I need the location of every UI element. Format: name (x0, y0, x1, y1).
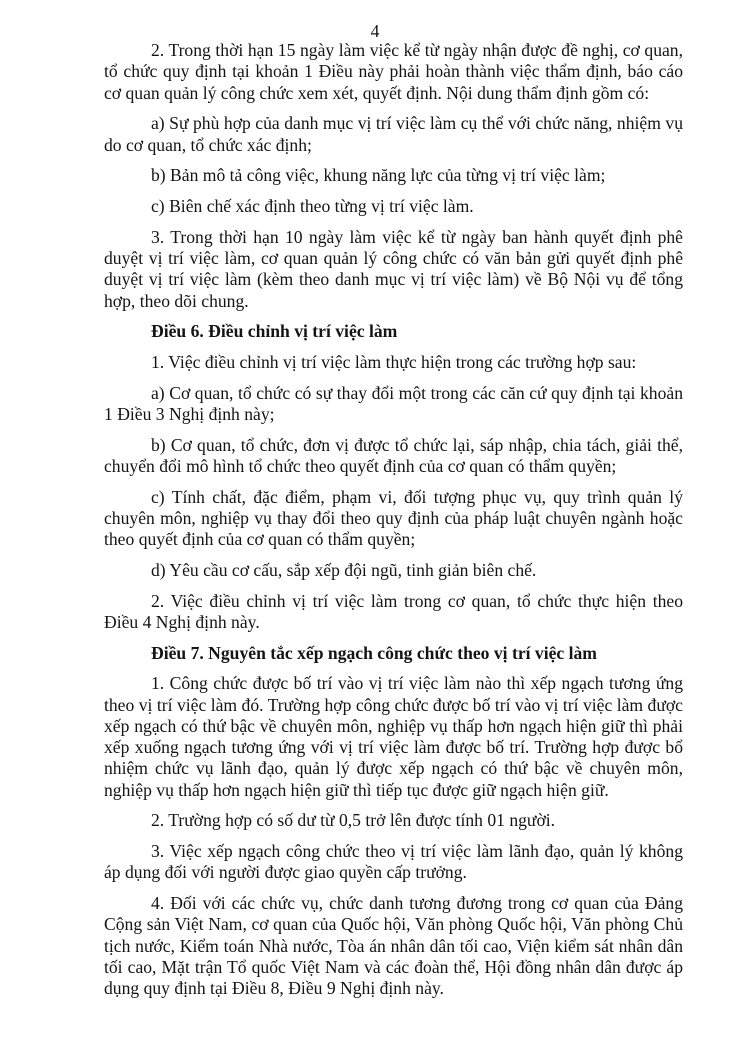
page-number: 4 (370, 21, 380, 41)
paragraph-clause-3: 3. Trong thời hạn 10 ngày làm việc kể từ ngày ban hành quyết định phê duyệt vị trí việc làm, cơ quan quản lý công chức có văn bản gửi quyết định phê duyệt vị trí việc làm (kèm theo danh mục vị trí việc làm) về Bộ Nội vụ để tổng hợp, theo dõi chung. (104, 226, 683, 311)
article-7-clause-1: 1. Công chức được bố trí vào vị trí việc làm nào thì xếp ngạch tương ứng theo vị trí việc làm đó. Trường hợp công chức được bố trí vào vị trí việc làm được xếp ngạch có thứ bậc về chuyên môn, nghiệp vụ thấp hơn ngạch hiện giữ thì phải xếp xuống ngạch tương ứng với vị trí việc làm được bố trí. Trường hợp được bổ nhiệm chức vụ lãnh đạo, quản lý được xếp ngạch có thứ bậc về chuyên môn, nghiệp vụ thấp hơn ngạch hiện giữ thì tiếp tục được giữ ngạch hiện giữ. (104, 673, 683, 800)
article-6-clause-2: 2. Việc điều chỉnh vị trí việc làm trong cơ quan, tổ chức thực hiện theo Điều 4 Nghị định này. (104, 590, 683, 632)
article-7-clause-3: 3. Việc xếp ngạch công chức theo vị trí việc làm lãnh đạo, quản lý không áp dụng đối với người được giao quyền cấp trưởng. (104, 841, 683, 883)
paragraph-clause-2: 2. Trong thời hạn 15 ngày làm việc kể từ ngày nhận được đề nghị, cơ quan, tổ chức quy định tại khoản 1 Điều này phải hoàn thành việc thẩm định, báo cáo cơ quan quản lý công chức xem xét, quyết định. Nội dung thẩm định gồm có: (104, 40, 683, 103)
article-7-clause-2: 2. Trường hợp có số dư từ 0,5 trở lên được tính 01 người. (151, 810, 556, 831)
paragraph-item-b: b) Bản mô tả công việc, khung năng lực của từng vị trí việc làm; (151, 165, 606, 186)
paragraph-item-c: c) Biên chế xác định theo từng vị trí việc làm. (151, 195, 474, 216)
document-body (104, 40, 683, 1009)
article-6-item-d: d) Yêu cầu cơ cấu, sắp xếp đội ngũ, tinh giản biên chế. (151, 559, 537, 580)
article-6-item-b: b) Cơ quan, tổ chức, đơn vị được tổ chức lại, sáp nhập, chia tách, giải thể, chuyển đổi mô hình tổ chức theo quyết định của cơ quan có thẩm quyền; (104, 434, 683, 476)
article-6-item-c: c) Tính chất, đặc điểm, phạm vi, đối tượng phục vụ, quy trình quản lý chuyên môn, nghiệp vụ thay đổi theo quy định của pháp luật chuyên ngành hoặc theo quyết định của cơ quan có thẩm quyền; (104, 486, 683, 550)
article-6-heading: Điều 6. Điều chỉnh vị trí việc làm (151, 321, 398, 342)
article-6-clause-1: 1. Việc điều chỉnh vị trí việc làm thực hiện trong các trường hợp sau: (151, 351, 637, 372)
paragraph-item-a: a) Sự phù hợp của danh mục vị trí việc làm cụ thể với chức năng, nhiệm vụ do cơ quan, tổ chức xác định; (104, 113, 683, 155)
article-6-item-a: a) Cơ quan, tổ chức có sự thay đổi một trong các căn cứ quy định tại khoản 1 Điều 3 Nghị định này; (104, 382, 683, 424)
article-7-heading: Điều 7. Nguyên tắc xếp ngạch công chức theo vị trí việc làm (151, 642, 597, 663)
article-7-clause-4: 4. Đối với các chức vụ, chức danh tương đương trong cơ quan của Đảng Cộng sản Việt Nam, cơ quan của Quốc hội, Văn phòng Quốc hội, Văn phòng Chủ tịch nước, Kiểm toán Nhà nước, Tòa án nhân dân tối cao, Viện kiểm sát nhân dân tối cao, Mặt trận Tổ quốc Việt Nam và các đoàn thể, Hội đồng nhân dân được áp dụng quy định tại Điều 8, Điều 9 Nghị định này. (104, 893, 683, 999)
